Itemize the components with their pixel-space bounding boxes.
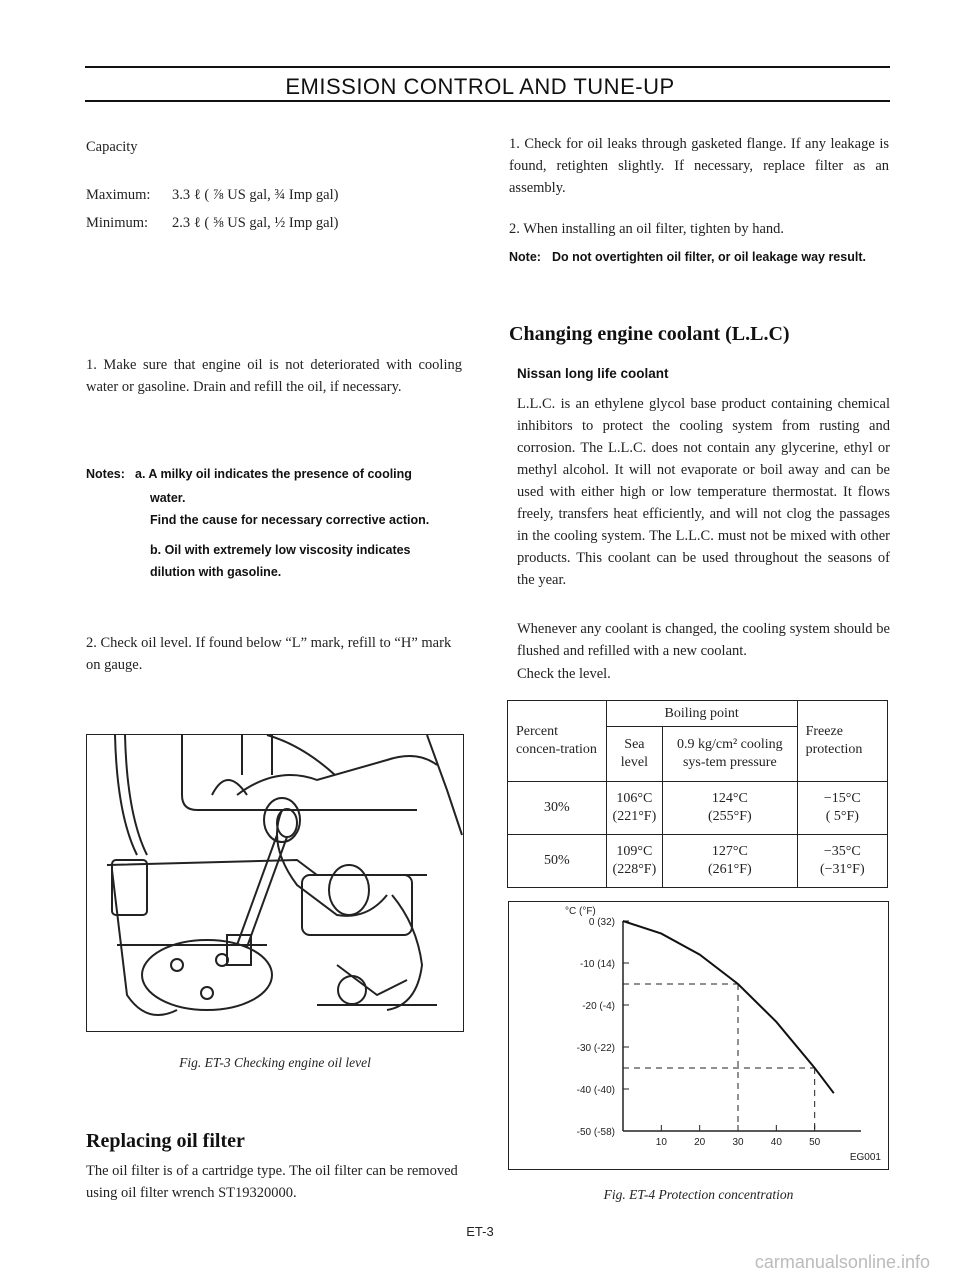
cell-value: ( 5°F)	[825, 809, 859, 824]
protection-chart	[509, 902, 888, 1169]
right-step-1-text: 1. Check for oil leaks through gasketed flange. If any leakage is found, retighten slightly. If necessary, replace filter as an assembly.	[509, 136, 889, 196]
capacity-max-value: 3.3 ℓ ( ⅞ US gal, ¾ Imp gal)	[172, 187, 339, 203]
y-tick-label: 0 (32)	[588, 917, 615, 928]
changing-coolant-heading: Changing engine coolant (L.L.C)	[509, 323, 790, 345]
step-1-text: 1. Make sure that engine oil is not deteriorated with cooling water or gasoline. Drain and refill the oil, if necessary.	[86, 357, 462, 395]
x-tick-label: 50	[809, 1137, 821, 1148]
protection-chart-frame	[508, 901, 889, 1170]
table-header-boiling: Boiling point	[606, 701, 797, 727]
y-tick-label: -50 (-58)	[576, 1127, 615, 1138]
cell-value: (261°F)	[707, 862, 752, 877]
freeze-protection-curve	[623, 921, 834, 1093]
row-50-percent: 50%	[508, 835, 607, 888]
cell-value: 109°C	[616, 844, 653, 859]
coolant-check-level: Check the level.	[517, 666, 611, 682]
watermark-text: carmanualsonline.info	[754, 1252, 930, 1272]
right-step-2-text: 2. When installing an oil filter, tighten by hand.	[509, 221, 785, 237]
note-b-line2: dilution with gasoline.	[150, 565, 282, 579]
y-tick-label: -10 (14)	[579, 959, 615, 970]
capacity-label: Capacity	[86, 139, 138, 155]
notes-label: Notes:	[86, 467, 125, 481]
x-tick-label: 40	[770, 1137, 782, 1148]
note-a-line2: water.	[150, 491, 186, 505]
right-note-text: Do not overtighten oil filter, or oil leakage way result.	[552, 250, 866, 264]
figure-et4-caption: Fig. ET-4 Protection concentration	[603, 1187, 794, 1202]
row-30-pressure	[663, 782, 798, 835]
cell-value: (255°F)	[707, 809, 752, 824]
cell-value: −15°C	[823, 791, 861, 806]
figure-et3-caption: Fig. ET-3 Checking engine oil level	[179, 1055, 371, 1070]
table-header-percent: Percent concen-tration	[508, 701, 607, 782]
page-number: ET-3	[466, 1224, 494, 1239]
coolant-body-text-2: Whenever any coolant is changed, the cooling system should be flushed and refilled with a new coolant.	[517, 621, 890, 659]
table-row	[508, 782, 888, 835]
replacing-oil-filter-text: The oil filter is of a cartridge type. The oil filter can be removed using oil filter wrench ST19320000.	[86, 1163, 458, 1201]
cell-value: 124°C	[711, 791, 748, 806]
figure-et3-frame	[86, 734, 464, 1032]
x-tick-label: 10	[655, 1137, 667, 1148]
replacing-oil-filter-heading: Replacing oil filter	[86, 1130, 245, 1152]
x-tick-label: 30	[732, 1137, 744, 1148]
y-tick-label: -20 (-4)	[582, 1001, 615, 1012]
table-header-pressure: 0.9 kg/cm² cooling sys-tem pressure	[663, 727, 798, 782]
row-50-pressure	[663, 835, 798, 888]
oil-level-illustration	[87, 735, 463, 1031]
table-header-freeze: Freeze protection	[797, 701, 887, 782]
capacity-max-label: Maximum:	[86, 187, 151, 203]
cell-value: (−31°F)	[820, 862, 865, 877]
y-axis-label: °C (°F)	[565, 906, 596, 917]
figure-code-label: EG001	[849, 1152, 881, 1163]
row-30-sea-level	[606, 782, 662, 835]
coolant-body-text: L.L.C. is an ethylene glycol base product containing chemical inhibitors to protect the cooling system from rusting and corrosion. The L.L.C. does not contain any glycerine, ethyl or methyl alcohol. It will not evaporate or boil away and can be used with either high or low temperature thermostat. It flows freely, transfers heat efficiently, and will not clog the passages in the cooling system. The L.L.C. must not be mixed with other products. This coolant can be used throughout the seasons of the year.	[517, 396, 890, 588]
row-30-freeze	[797, 782, 887, 835]
note-a-line1: a. A milky oil indicates the presence of cooling	[135, 467, 412, 481]
row-30-percent: 30%	[508, 782, 607, 835]
table-row	[508, 835, 888, 888]
coolant-subheading: Nissan long life coolant	[517, 366, 669, 381]
table-header-sea-level: Sea level	[606, 727, 662, 782]
row-50-freeze	[797, 835, 887, 888]
cell-value: 127°C	[711, 844, 748, 859]
cell-value: 106°C	[616, 791, 653, 806]
row-50-sea-level	[606, 835, 662, 888]
y-tick-label: -40 (-40)	[576, 1085, 615, 1096]
x-tick-label: 20	[694, 1137, 706, 1148]
page-header-title: EMISSION CONTROL AND TUNE-UP	[285, 74, 675, 99]
cell-value: (228°F)	[612, 862, 657, 877]
note-a-line3: Find the cause for necessary corrective action.	[150, 513, 430, 527]
y-tick-label: -30 (-22)	[576, 1043, 615, 1054]
capacity-min-value: 2.3 ℓ ( ⅝ US gal, ½ Imp gal)	[172, 215, 339, 231]
step-2-text: 2. Check oil level. If found below “L” mark, refill to “H” mark on gauge.	[86, 635, 452, 673]
note-b-line1: b. Oil with extremely low viscosity indicates	[150, 543, 411, 557]
capacity-min-label: Minimum:	[86, 215, 149, 231]
cell-value: −35°C	[823, 844, 861, 859]
coolant-table	[507, 700, 888, 888]
right-note-label: Note:	[509, 250, 541, 264]
cell-value: (221°F)	[612, 809, 657, 824]
